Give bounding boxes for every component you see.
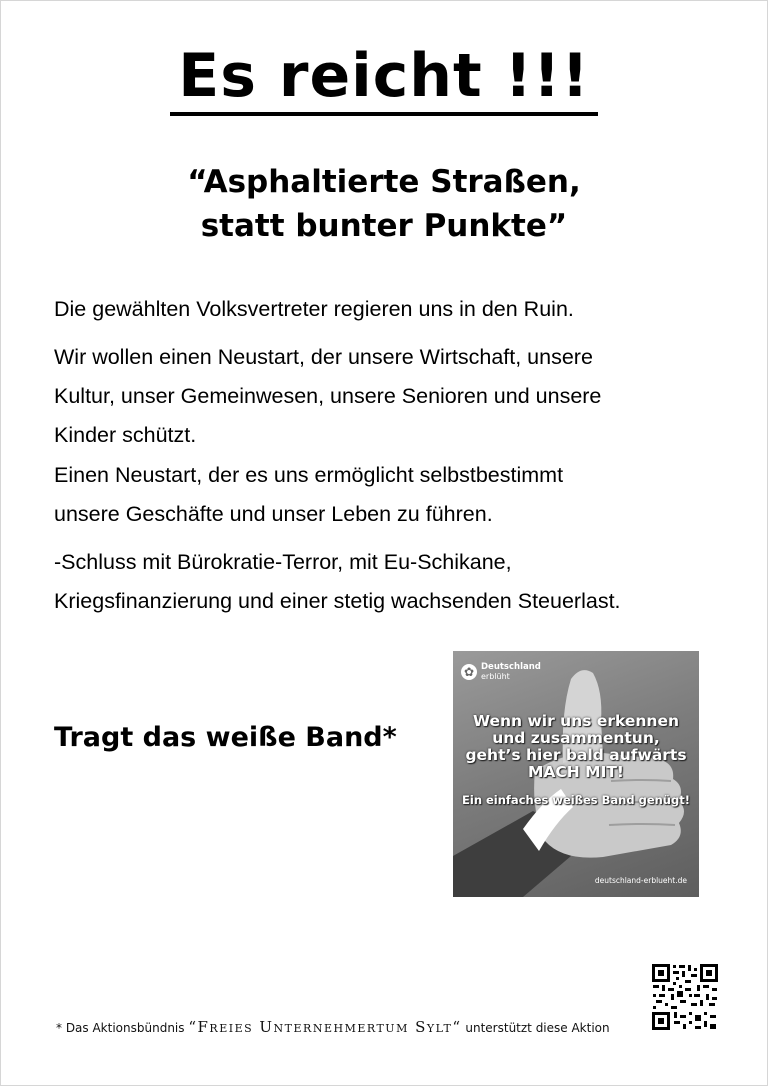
- promo-url: deutschland-erblueht.de: [594, 876, 687, 885]
- paragraph-line: unsere Geschäfte und unser Leben zu führen.: [54, 502, 493, 526]
- subheading-line-1: “Asphaltierte Straßen,: [187, 164, 581, 200]
- promo-text-line: Wenn wir uns erkennen: [472, 712, 680, 730]
- paragraph-line: Wir wollen einen Neustart, der unsere Wirtschaft, unsere: [54, 345, 593, 369]
- paragraph-line: Kriegsfinanzierung und einer stetig wachsenden Steuerlast.: [54, 589, 621, 613]
- paragraph-line: -Schluss mit Bürokratie-Terror, mit Eu-Schikane,: [54, 550, 512, 574]
- promo-text-line: geht’s hier bald aufwärts: [465, 746, 687, 764]
- flower-icon: ✿: [461, 664, 477, 680]
- paragraph-line: Die gewählten Volksvertreter regieren uns in den Ruin.: [54, 297, 574, 321]
- paragraph-line: Kinder schützt.: [54, 423, 197, 447]
- headline-text: Es reicht !!!: [170, 41, 597, 116]
- promo-logo-line-2: erblüht: [481, 672, 510, 681]
- paragraph-2: [54, 338, 734, 455]
- callout-heading: Tragt das weiße Band*: [54, 722, 397, 753]
- promo-logo-text: [481, 663, 541, 681]
- footnote-suffix: unterstützt diese Aktion: [465, 1021, 610, 1035]
- subheading-line-2: statt bunter Punkte”: [200, 208, 568, 244]
- promo-logo: [461, 663, 541, 681]
- headline: [0, 40, 768, 112]
- paragraph-line: Kultur, unser Gemeinwesen, unsere Senioren und unsere: [54, 384, 602, 408]
- footnote-prefix: * Das Aktionsbündnis: [56, 1021, 185, 1035]
- promo-subline: Ein einfaches weißes Band genügt!: [462, 793, 690, 807]
- qr-code: [651, 963, 719, 1031]
- paragraph-3: [54, 456, 734, 534]
- footnote: [56, 1018, 610, 1036]
- footnote-organization: “Freies Unternehmertum Sylt“: [188, 1018, 462, 1036]
- subheading: [0, 160, 768, 248]
- paragraph-4: [54, 543, 734, 621]
- promo-image: [453, 651, 699, 897]
- promo-text-line: MACH MIT!: [528, 763, 624, 781]
- promo-text-line: und zusammentun,: [492, 729, 660, 747]
- promo-logo-line-1: Deutschland: [481, 662, 541, 672]
- paragraph-1: [54, 290, 734, 329]
- paragraph-line: Einen Neustart, der es uns ermöglicht selbstbestimmt: [54, 463, 564, 487]
